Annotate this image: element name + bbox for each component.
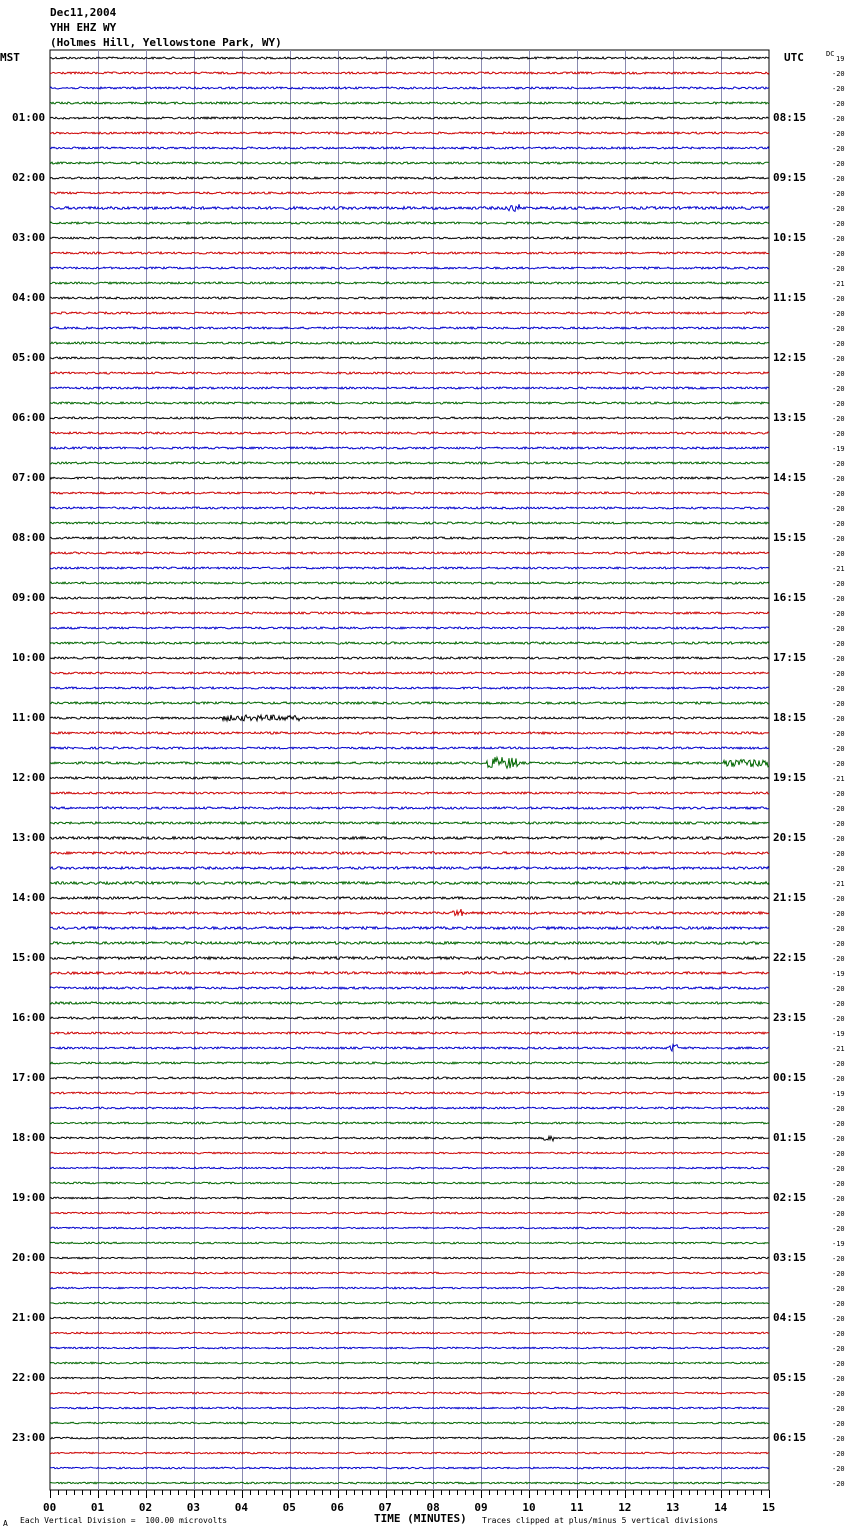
seismic-trace <box>50 792 769 794</box>
seismic-trace <box>50 987 769 989</box>
seismic-trace <box>50 312 769 314</box>
station-label: YHH EHZ WY <box>50 21 117 34</box>
dc-offset-value: -20 <box>832 1480 845 1488</box>
dc-offset-value: -19 <box>832 445 845 453</box>
seismic-trace <box>50 522 769 524</box>
mst-hour-label: 22:00 <box>12 1371 46 1384</box>
x-tick-label: 01 <box>90 1501 105 1514</box>
dc-offset-value: -20 <box>832 715 845 723</box>
dc-offset-value: -21 <box>832 880 845 888</box>
seismic-trace <box>50 957 769 960</box>
seismic-trace <box>50 387 769 389</box>
x-tick-label: 04 <box>234 1501 248 1514</box>
clipping-note: Traces clipped at plus/minus 5 vertical divisions <box>482 1516 719 1525</box>
seismic-trace <box>50 1407 769 1409</box>
mst-hour-label: 14:00 <box>12 891 46 904</box>
x-tick-label: 07 <box>378 1501 392 1514</box>
utc-hour-label: 17:15 <box>773 651 807 664</box>
dc-offset-value: -20 <box>832 745 845 753</box>
mst-hour-label: 15:00 <box>12 951 46 964</box>
dc-offset-value: -20 <box>832 490 845 498</box>
seismic-trace <box>50 597 769 599</box>
dc-offset-value: -20 <box>832 580 845 588</box>
seismic-trace <box>50 612 769 614</box>
seismic-trace <box>50 462 769 464</box>
dc-offset-value: -20 <box>832 115 845 123</box>
seismic-trace <box>50 447 769 449</box>
seismic-trace <box>50 687 769 689</box>
utc-hour-label: 14:15 <box>773 471 807 484</box>
seismic-trace <box>50 747 769 749</box>
dc-offset-value: -20 <box>832 205 845 213</box>
utc-hour-label: 20:15 <box>773 831 807 844</box>
mst-hour-label: 21:00 <box>12 1311 46 1324</box>
seismic-trace <box>50 1377 769 1379</box>
dc-offset-value: -20 <box>832 460 845 468</box>
utc-hour-label: 12:15 <box>773 351 807 364</box>
dc-offset-value: -20 <box>832 610 845 618</box>
seismic-trace <box>50 57 769 59</box>
utc-hour-label: 05:15 <box>773 1371 807 1384</box>
utc-hour-label: 03:15 <box>773 1251 807 1264</box>
seismic-trace <box>50 942 769 945</box>
dc-offset-value: -20 <box>832 1375 845 1383</box>
seismic-trace <box>50 72 769 74</box>
dc-offset-value: -20 <box>832 1135 845 1143</box>
dc-offset-value: -20 <box>832 655 845 663</box>
seismic-trace <box>50 837 769 840</box>
seismic-trace <box>50 357 769 359</box>
seismic-trace <box>50 252 769 254</box>
dc-offset-value: -20 <box>832 1255 845 1263</box>
dc-offset-value: -20 <box>832 265 845 273</box>
seismic-trace <box>50 627 769 629</box>
dc-offset-value: -20 <box>832 1450 845 1458</box>
dc-offset-value: -20 <box>832 1420 845 1428</box>
seismic-trace <box>50 1107 769 1109</box>
utc-hour-label: 02:15 <box>773 1191 807 1204</box>
utc-hour-label: 00:15 <box>773 1071 807 1084</box>
x-tick-label: 08 <box>426 1501 440 1514</box>
dc-offset-value: -20 <box>832 1150 845 1158</box>
seismic-trace <box>50 132 769 134</box>
seismic-trace <box>50 657 769 659</box>
seismic-trace <box>50 822 769 824</box>
seismic-trace <box>50 102 769 104</box>
seismic-trace <box>50 1197 769 1199</box>
seismic-trace <box>50 1077 769 1079</box>
x-tick-label: 09 <box>474 1501 488 1514</box>
seismic-trace <box>50 1136 769 1141</box>
mst-hour-label: 04:00 <box>12 291 46 304</box>
seismic-trace <box>50 147 769 149</box>
x-tick-label: 15 <box>762 1501 776 1514</box>
seismic-trace <box>50 417 769 419</box>
vertical-division-note: Each Vertical Division = 100.00 microvolts <box>20 1516 228 1525</box>
dc-offset-value: -20 <box>832 1315 845 1323</box>
mst-hour-label: 09:00 <box>12 591 46 604</box>
seismic-trace <box>50 192 769 194</box>
mst-hour-label: 11:00 <box>12 711 46 724</box>
seismic-trace <box>50 492 769 494</box>
seismic-trace <box>50 972 769 974</box>
seismic-trace <box>50 552 769 554</box>
utc-hour-label: 22:15 <box>773 951 807 964</box>
utc-hour-label: 06:15 <box>773 1431 807 1444</box>
x-tick-label: 14 <box>714 1501 728 1514</box>
seismic-trace <box>50 1212 769 1214</box>
seismic-trace <box>50 1122 769 1124</box>
x-tick-label: 12 <box>618 1501 632 1514</box>
corner-mark: A <box>3 1519 8 1528</box>
dc-offset-value: -20 <box>832 370 845 378</box>
seismic-trace <box>50 1392 769 1394</box>
dc-label: DC <box>826 50 835 58</box>
seismic-trace <box>50 732 769 734</box>
mst-hour-label: 03:00 <box>12 231 46 244</box>
seismic-trace <box>50 867 769 869</box>
seismic-trace <box>50 507 769 509</box>
dc-offset-value: -19 <box>832 1090 845 1098</box>
seismic-trace <box>50 1482 769 1484</box>
seismic-trace <box>50 1467 769 1469</box>
seismic-trace <box>50 777 769 779</box>
dc-offset-value: -20 <box>832 1165 845 1173</box>
seismic-trace <box>50 757 769 768</box>
seismic-trace <box>50 117 769 119</box>
x-tick-label: 06 <box>330 1501 344 1514</box>
dc-offset-value: -20 <box>832 505 845 513</box>
seismic-trace <box>50 87 769 89</box>
mst-hour-label: 05:00 <box>12 351 46 364</box>
dc-offset-value: -20 <box>832 865 845 873</box>
seismic-trace <box>50 1302 769 1304</box>
seismic-trace <box>50 282 769 284</box>
dc-offset-value: -20 <box>832 790 845 798</box>
mst-hour-label: 12:00 <box>12 771 46 784</box>
dc-offset-value: -20 <box>832 70 845 78</box>
dc-offset-value: -20 <box>832 100 845 108</box>
seismic-trace <box>50 237 769 239</box>
x-tick-label: 05 <box>282 1501 296 1514</box>
location-label: (Holmes Hill, Yellowstone Park, WY) <box>50 36 282 49</box>
seismic-trace <box>50 642 769 644</box>
dc-offset-value: -21 <box>832 280 845 288</box>
x-tick-label: 03 <box>186 1501 201 1514</box>
dc-offset-value: -20 <box>832 355 845 363</box>
mst-hour-label: 07:00 <box>12 471 46 484</box>
x-axis-title: TIME (MINUTES) <box>374 1512 467 1525</box>
seismic-trace <box>50 537 769 539</box>
dc-offset-value: -20 <box>832 535 845 543</box>
seismic-trace <box>50 1362 769 1364</box>
dc-offset-value: -19 <box>832 970 845 978</box>
mst-hour-label: 23:00 <box>12 1431 46 1444</box>
dc-offset-value: -20 <box>832 175 845 183</box>
dc-offset-value: -20 <box>832 235 845 243</box>
seismic-trace <box>50 402 769 404</box>
seismic-trace <box>50 1017 769 1019</box>
seismic-trace <box>50 1437 769 1439</box>
dc-offset-value: -20 <box>832 145 845 153</box>
dc-offset-value: -20 <box>832 1300 845 1308</box>
seismic-trace <box>50 927 769 930</box>
dc-offset-value: -20 <box>832 730 845 738</box>
mst-hour-label: 17:00 <box>12 1071 46 1084</box>
utc-hour-label: 08:15 <box>773 111 807 124</box>
seismic-trace <box>50 1227 769 1229</box>
dc-offset-value: -20 <box>832 1000 845 1008</box>
dc-offset-value: -19 <box>832 1240 845 1248</box>
dc-offset-value: -20 <box>832 430 845 438</box>
dc-offset-value: -20 <box>832 1345 845 1353</box>
utc-hour-label: 21:15 <box>773 891 807 904</box>
seismic-trace <box>50 1422 769 1424</box>
seismic-trace <box>50 204 769 211</box>
dc-offset-value: -20 <box>832 940 845 948</box>
dc-offset-value: -20 <box>832 595 845 603</box>
seismic-trace <box>50 567 769 569</box>
seismic-trace <box>50 297 769 299</box>
mst-hour-label: 13:00 <box>12 831 46 844</box>
dc-offset-value: -20 <box>832 640 845 648</box>
dc-offset-value: -20 <box>832 1180 845 1188</box>
utc-hour-label: 10:15 <box>773 231 807 244</box>
dc-offset-value: -20 <box>832 1210 845 1218</box>
utc-axis-label: UTC <box>784 51 804 64</box>
seismic-trace <box>50 897 769 899</box>
dc-offset-value: -20 <box>832 910 845 918</box>
seismic-trace <box>50 909 769 916</box>
utc-hour-label: 04:15 <box>773 1311 807 1324</box>
dc-offset-value: -20 <box>832 1465 845 1473</box>
dc-offset-value: -20 <box>832 1285 845 1293</box>
seismic-trace <box>50 267 769 269</box>
seismic-trace <box>50 672 769 674</box>
seismic-trace <box>50 1032 769 1034</box>
dc-offset-value: -20 <box>832 1105 845 1113</box>
x-tick-label: 00 <box>43 1501 57 1514</box>
dc-offset-value: -20 <box>832 955 845 963</box>
mst-hour-label: 06:00 <box>12 411 46 424</box>
dc-offset-value: -20 <box>832 820 845 828</box>
dc-offset-value: -20 <box>832 415 845 423</box>
seismic-trace <box>50 372 769 374</box>
seismic-trace <box>50 1242 769 1244</box>
dc-offset-value: -20 <box>832 550 845 558</box>
seismic-trace <box>50 715 769 721</box>
dc-offset-value: -20 <box>832 895 845 903</box>
seismic-trace <box>50 1332 769 1334</box>
seismic-trace <box>50 1092 769 1094</box>
seismic-trace <box>50 1167 769 1169</box>
seismic-trace <box>50 852 769 854</box>
dc-offset-value: -20 <box>832 1390 845 1398</box>
seismic-trace <box>50 1347 769 1349</box>
utc-hour-label: 19:15 <box>773 771 807 784</box>
dc-offset-value: -20 <box>832 985 845 993</box>
mst-hour-label: 02:00 <box>12 171 46 184</box>
seismic-trace <box>50 807 769 809</box>
utc-hour-label: 01:15 <box>773 1131 807 1144</box>
dc-offset-value: -20 <box>832 160 845 168</box>
utc-hour-label: 23:15 <box>773 1011 807 1024</box>
utc-hour-label: 13:15 <box>773 411 807 424</box>
dc-offset-value: -20 <box>832 295 845 303</box>
seismic-trace <box>50 1182 769 1184</box>
dc-offset-value: -20 <box>832 475 845 483</box>
mst-hour-label: 01:00 <box>12 111 46 124</box>
dc-offset-value: -20 <box>832 805 845 813</box>
seismic-trace <box>50 1062 769 1064</box>
dc-offset-value: -20 <box>832 1195 845 1203</box>
mst-axis-label: MST <box>0 51 20 64</box>
seismic-trace <box>50 1257 769 1259</box>
seismic-trace <box>50 327 769 329</box>
seismic-trace <box>50 1287 769 1289</box>
dc-offset-value: -20 <box>832 130 845 138</box>
x-tick-label: 02 <box>138 1501 153 1514</box>
dc-offset-value: -20 <box>832 385 845 393</box>
seismic-trace <box>50 882 769 885</box>
mst-hour-label: 10:00 <box>12 651 46 664</box>
dc-offset-value: -20 <box>832 835 845 843</box>
mst-hour-label: 20:00 <box>12 1251 46 1264</box>
dc-offset-value: -19 <box>832 1030 845 1038</box>
dc-offset-value: -20 <box>832 310 845 318</box>
seismic-trace <box>50 582 769 584</box>
x-tick-label: 13 <box>666 1501 680 1514</box>
seismic-trace <box>50 1317 769 1319</box>
mst-hour-label: 18:00 <box>12 1131 46 1144</box>
dc-offset-value: -20 <box>832 85 845 93</box>
dc-offset-value: -21 <box>832 775 845 783</box>
dc-offset-value: -20 <box>832 850 845 858</box>
plot-frame <box>50 50 769 1490</box>
seismic-trace <box>50 177 769 179</box>
dc-offset-value: -20 <box>832 220 845 228</box>
dc-offset-value: -20 <box>832 1225 845 1233</box>
x-tick-label: 11 <box>570 1501 584 1514</box>
utc-hour-label: 09:15 <box>773 171 807 184</box>
seismic-trace <box>50 1002 769 1004</box>
dc-offset-value: -20 <box>832 1270 845 1278</box>
dc-offset-value: -20 <box>832 1435 845 1443</box>
dc-offset-value: -20 <box>832 1405 845 1413</box>
seismic-trace <box>50 1045 769 1052</box>
dc-offset-value: -20 <box>832 1015 845 1023</box>
mst-hour-label: 19:00 <box>12 1191 46 1204</box>
utc-hour-label: 16:15 <box>773 591 807 604</box>
mst-hour-label: 16:00 <box>12 1011 46 1024</box>
utc-hour-label: 15:15 <box>773 531 807 544</box>
dc-offset-value: 19 <box>836 55 845 63</box>
dc-offset-value: -20 <box>832 340 845 348</box>
seismic-trace <box>50 1152 769 1154</box>
dc-offset-value: -20 <box>832 1330 845 1338</box>
utc-hour-label: 18:15 <box>773 711 807 724</box>
utc-hour-label: 11:15 <box>773 291 807 304</box>
dc-offset-value: -20 <box>832 625 845 633</box>
dc-offset-value: -20 <box>832 325 845 333</box>
dc-offset-value: -20 <box>832 520 845 528</box>
dc-offset-value: -20 <box>832 250 845 258</box>
dc-offset-value: -21 <box>832 1045 845 1053</box>
dc-offset-value: -20 <box>832 670 845 678</box>
seismic-trace <box>50 702 769 704</box>
seismic-trace <box>50 432 769 434</box>
seismic-trace <box>50 162 769 164</box>
seismic-trace <box>50 1452 769 1454</box>
seismic-trace <box>50 342 769 344</box>
mst-hour-label: 08:00 <box>12 531 46 544</box>
dc-offset-value: -21 <box>832 565 845 573</box>
date-label: Dec11,2004 <box>50 6 117 19</box>
dc-offset-value: -20 <box>832 1075 845 1083</box>
dc-offset-value: -20 <box>832 760 845 768</box>
x-tick-label: 10 <box>522 1501 536 1514</box>
seismic-trace <box>50 477 769 479</box>
dc-offset-value: -20 <box>832 685 845 693</box>
dc-offset-value: -20 <box>832 1120 845 1128</box>
dc-offset-value: -20 <box>832 400 845 408</box>
dc-offset-value: -20 <box>832 700 845 708</box>
dc-offset-value: -20 <box>832 190 845 198</box>
seismic-trace <box>50 222 769 224</box>
dc-offset-value: -20 <box>832 1360 845 1368</box>
dc-offset-value: -20 <box>832 1060 845 1068</box>
dc-offset-value: -20 <box>832 925 845 933</box>
seismic-trace <box>50 1272 769 1274</box>
